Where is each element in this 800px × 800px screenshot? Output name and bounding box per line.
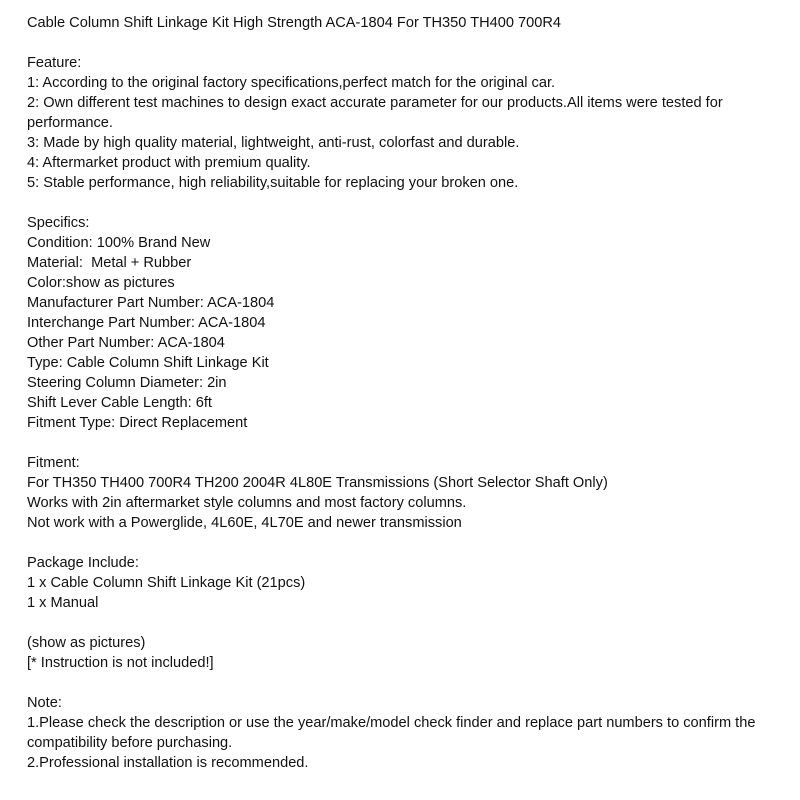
spacer [27,533,787,553]
fitment-heading: Fitment: [27,455,80,471]
specifics-heading: Specifics: [27,215,90,231]
specifics-item: Fitment Type: Direct Replacement [27,415,248,431]
feature-heading: Feature: [27,55,82,71]
pictures-note-item: (show as pictures) [27,635,146,651]
note-heading: Note: [27,695,62,711]
pictures-note-section [27,633,787,673]
specifics-item: Steering Column Diameter: 2in [27,375,227,391]
package-item: 1 x Manual [27,595,99,611]
spacer [27,33,787,53]
fitment-item: For TH350 TH400 700R4 TH200 2004R 4L80E Transmissions (Short Selector Shaft Only) [27,475,608,491]
feature-item: 5: Stable performance, high reliability,suitable for replacing your broken one. [27,175,519,191]
specifics-item: Shift Lever Cable Length: 6ft [27,395,212,411]
specifics-item: Manufacturer Part Number: ACA-1804 [27,295,275,311]
pictures-note-item: [* Instruction is not included!] [27,655,214,671]
feature-section [27,53,787,193]
product-title: Cable Column Shift Linkage Kit High Strength ACA-1804 For TH350 TH400 700R4 [27,15,562,31]
package-section [27,553,787,613]
spacer [27,433,787,453]
note-item: 2.Professional installation is recommended. [27,755,309,771]
specifics-item: Color:show as pictures [27,275,175,291]
note-section [27,693,787,773]
feature-item: 2: Own different test machines to design exact accurate parameter for our products.All items were tested for performance. [27,95,723,131]
specifics-section [27,213,787,433]
spacer [27,613,787,633]
specifics-item: Material: Metal + Rubber [27,255,192,271]
specifics-item: Other Part Number: ACA-1804 [27,335,225,351]
product-description [27,13,787,773]
specifics-item: Type: Cable Column Shift Linkage Kit [27,355,269,371]
package-heading: Package Include: [27,555,139,571]
feature-item: 1: According to the original factory specifications,perfect match for the original car. [27,75,556,91]
specifics-item: Interchange Part Number: ACA-1804 [27,315,266,331]
specifics-item: Condition: 100% Brand New [27,235,211,251]
feature-item: 3: Made by high quality material, lightweight, anti-rust, colorfast and durable. [27,135,520,151]
fitment-section [27,453,787,533]
spacer [27,673,787,693]
fitment-item: Not work with a Powerglide, 4L60E, 4L70E and newer transmission [27,515,462,531]
spacer [27,193,787,213]
fitment-item: Works with 2in aftermarket style columns and most factory columns. [27,495,467,511]
note-item: 1.Please check the description or use the year/make/model check finder and replace part numbers to confirm the compatibility before purchasing. [27,715,756,751]
package-item: 1 x Cable Column Shift Linkage Kit (21pcs) [27,575,306,591]
feature-item: 4: Aftermarket product with premium quality. [27,155,311,171]
